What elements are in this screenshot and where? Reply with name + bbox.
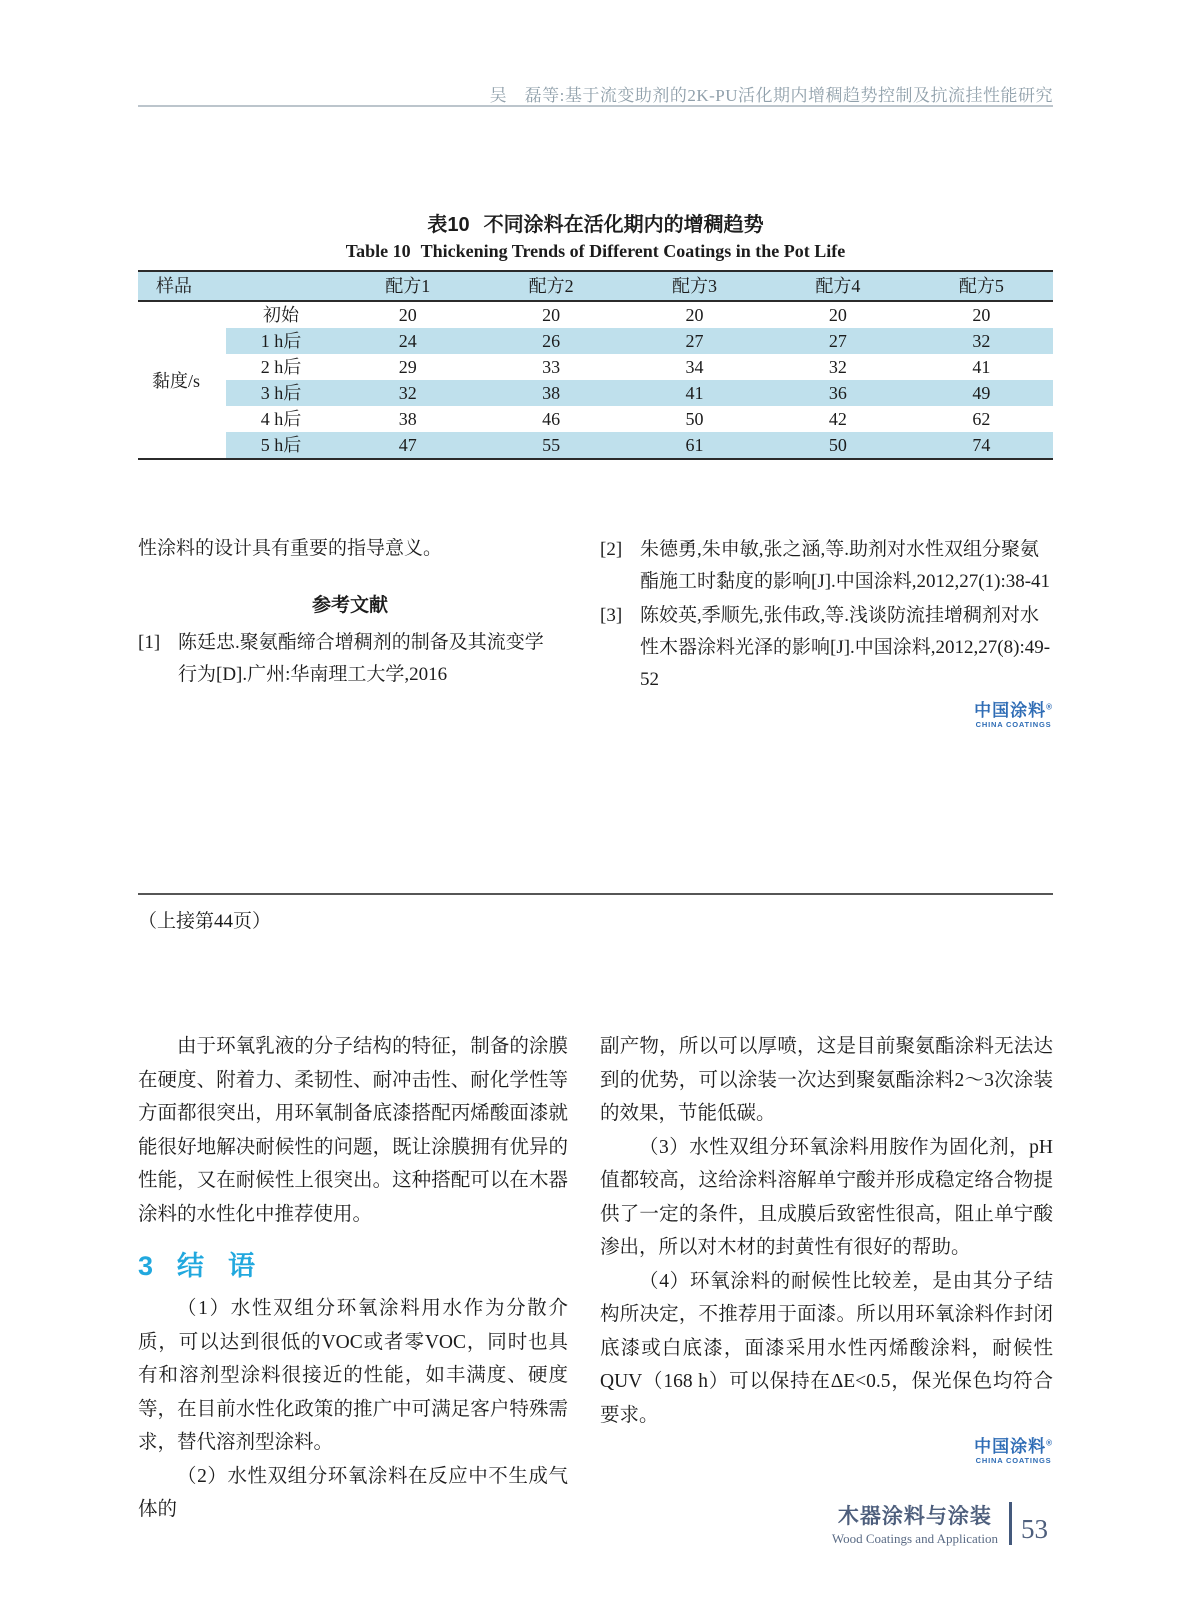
registered-mark: ® bbox=[1046, 1438, 1053, 1448]
reference-text: 陈廷忠.聚氨酯缔合增稠剂的制备及其流变学行为[D].广州:华南理工大学,2016 bbox=[178, 632, 544, 685]
left-references-column bbox=[138, 534, 562, 693]
value-cell: 49 bbox=[972, 383, 991, 403]
journal-title-zh: 木器涂料与涂装 bbox=[837, 1505, 992, 1528]
table-title-zh bbox=[138, 208, 1053, 237]
value-cell: 55 bbox=[542, 435, 561, 455]
value-cell: 33 bbox=[542, 357, 561, 377]
page-header bbox=[138, 81, 1053, 106]
value-cell: 74 bbox=[972, 435, 991, 455]
table-row bbox=[226, 354, 1053, 380]
value-cell: 32 bbox=[398, 383, 417, 403]
value-cell: 20 bbox=[685, 305, 704, 325]
body-left-column bbox=[138, 1030, 568, 1527]
table-row bbox=[226, 302, 1053, 328]
value-cell: 41 bbox=[685, 383, 704, 403]
reference-number: [3] bbox=[600, 605, 623, 626]
section-title: 结语 bbox=[177, 1251, 280, 1281]
journal-titles bbox=[832, 1500, 998, 1547]
value-cell: 38 bbox=[398, 409, 417, 429]
value-cell: 27 bbox=[685, 331, 704, 351]
table-row bbox=[226, 380, 1053, 406]
value-cell: 61 bbox=[685, 435, 704, 455]
table-row bbox=[226, 406, 1053, 432]
section-number: 3 bbox=[138, 1251, 154, 1281]
time-cell: 1 h后 bbox=[260, 331, 302, 351]
logo-zh-text: 中国涂料 bbox=[974, 701, 1047, 720]
value-cell: 27 bbox=[828, 331, 847, 351]
formula4-column-header: 配方4 bbox=[815, 276, 861, 296]
china-coatings-logo bbox=[974, 702, 1053, 729]
logo-name-en: CHINA COATINGS bbox=[975, 719, 1052, 729]
journal-title-en: Wood Coatings and Application bbox=[831, 1531, 998, 1546]
sample-column-header: 样品 bbox=[156, 276, 192, 296]
value-cell: 62 bbox=[972, 409, 991, 429]
logo-name-en: CHINA COATINGS bbox=[975, 1455, 1052, 1465]
table-number-en: Table 10 bbox=[345, 241, 411, 261]
table-header-row bbox=[138, 272, 1053, 302]
paragraph: （4）环氧涂料的耐候性比较差，是由其分子结构所决定，不推荐用于面漆。所以用环氧涂料作封闭底漆或白底漆，面漆采用水性丙烯酸涂料，耐候性QUV（168 h）可以保持在ΔE<0.5，保光保色均符合要求。 bbox=[600, 1270, 1053, 1426]
value-cell: 41 bbox=[972, 357, 991, 377]
value-cell: 26 bbox=[542, 331, 561, 351]
value-cell: 20 bbox=[828, 305, 847, 325]
value-cell: 34 bbox=[685, 357, 704, 377]
closing-line: 性涂料的设计具有重要的指导意义。 bbox=[138, 538, 443, 559]
formula2-column-header: 配方2 bbox=[528, 276, 574, 296]
logo-name-zh bbox=[974, 702, 1053, 721]
table-body bbox=[138, 302, 1053, 458]
value-cell: 20 bbox=[972, 305, 991, 325]
value-cell: 50 bbox=[828, 435, 847, 455]
value-cell: 32 bbox=[828, 357, 847, 377]
table-number-zh: 表10 bbox=[427, 214, 470, 236]
time-cell: 2 h后 bbox=[260, 357, 302, 377]
logo-container bbox=[600, 1438, 1053, 1468]
value-cell: 20 bbox=[398, 305, 417, 325]
header-rule bbox=[138, 105, 1053, 107]
reference-number: [1] bbox=[138, 632, 161, 653]
reference-text: 陈姣英,季顺先,张伟政,等.浅谈防流挂增稠剂对水性木器涂料光泽的影响[J].中国涂料,2012,27(8):49-52 bbox=[640, 605, 1051, 690]
paragraph: （1）水性双组分环氧涂料用水作为分散介质，可以达到很低的VOC或者零VOC，同时也具有和溶剂型涂料很接近的性能，如丰满度、硬度等，在目前水性化政策的推广中可满足客户特殊需求，替代溶剂型涂料。 bbox=[138, 1298, 568, 1453]
value-cell: 32 bbox=[972, 331, 991, 351]
table-title-en bbox=[138, 241, 1053, 262]
table-row bbox=[226, 432, 1053, 458]
table-row bbox=[226, 328, 1053, 354]
formula1-column-header: 配方1 bbox=[385, 276, 431, 296]
formula3-column-header: 配方3 bbox=[672, 276, 718, 296]
logo-container bbox=[600, 702, 1053, 733]
value-cell: 50 bbox=[685, 409, 704, 429]
time-cell: 4 h后 bbox=[260, 409, 302, 429]
section-heading bbox=[138, 1244, 568, 1283]
page-number: 53 bbox=[1021, 1514, 1048, 1544]
registered-mark: ® bbox=[1046, 702, 1053, 712]
paragraph: （3）水性双组分环氧涂料用胺作为固化剂，pH值都较高，这给涂料溶解单宁酸并形成稳定络合物提供了一定的条件，且成膜后致密性很高，阻止单宁酸渗出，所以对木材的封黄性有很好的帮助。 bbox=[600, 1136, 1053, 1258]
reference-item bbox=[600, 534, 1053, 598]
paragraph: 副产物，所以可以厚喷，这是目前聚氨酯涂料无法达到的优势，可以涂装一次达到聚氨酯涂料2～3次涂装的效果，节能低碳。 bbox=[600, 1036, 1053, 1124]
reference-number: [2] bbox=[600, 539, 623, 560]
time-cell: 5 h后 bbox=[260, 435, 302, 455]
value-cell: 24 bbox=[398, 331, 417, 351]
formula5-column-header: 配方5 bbox=[958, 276, 1004, 296]
paragraph: （2）水性双组分环氧涂料在反应中不生成气体的 bbox=[138, 1465, 568, 1520]
logo-zh-text: 中国涂料 bbox=[974, 1437, 1047, 1456]
time-cell: 初始 bbox=[263, 305, 299, 325]
paragraph: 由于环氧乳液的分子结构的特征，制备的涂膜在硬度、附着力、柔韧性、耐冲击性、耐化学性等方面都很突出，用环氧制备底漆搭配丙烯酸面漆就能很好地解决耐候性的问题，既让涂膜拥有优异的性能，又在耐候性上很突出。这种搭配可以在木器涂料的水性化中推荐使用。 bbox=[138, 1036, 568, 1225]
continuation-note: （上接第44页） bbox=[138, 911, 272, 932]
body-right-column bbox=[600, 1030, 1053, 1468]
table-section bbox=[138, 208, 1053, 460]
value-cell: 36 bbox=[828, 383, 847, 403]
china-coatings-logo bbox=[974, 1438, 1053, 1465]
value-cell: 47 bbox=[398, 435, 417, 455]
table-caption-zh: 不同涂料在活化期内的增稠趋势 bbox=[483, 214, 764, 236]
running-head: 吴 磊等:基于流变助剂的2K-PU活化期内增稠趋势控制及抗流挂性能研究 bbox=[489, 86, 1053, 105]
reference-item bbox=[600, 600, 1053, 696]
page-footer bbox=[832, 1500, 1048, 1547]
time-cell: 3 h后 bbox=[260, 383, 302, 403]
section-divider bbox=[138, 893, 1053, 895]
reference-item bbox=[138, 627, 562, 691]
value-cell: 20 bbox=[542, 305, 561, 325]
logo-name-zh bbox=[974, 1438, 1053, 1457]
right-references-column bbox=[600, 534, 1053, 733]
row-group-label: 黏度/s bbox=[152, 371, 201, 391]
references-title: 参考文献 bbox=[311, 595, 388, 616]
value-cell: 38 bbox=[542, 383, 561, 403]
footer-divider-bar bbox=[1009, 1502, 1012, 1545]
reference-text: 朱德勇,朱申敏,张之涵,等.助剂对水性双组分聚氨酯施工时黏度的影响[J].中国涂料,2012,27(1):38-41 bbox=[640, 539, 1051, 592]
table-caption-en: Thickening Trends of Different Coatings in the Pot Life bbox=[420, 241, 846, 261]
viscosity-table bbox=[138, 270, 1053, 460]
value-cell: 42 bbox=[828, 409, 847, 429]
value-cell: 46 bbox=[542, 409, 561, 429]
value-cell: 29 bbox=[398, 357, 417, 377]
